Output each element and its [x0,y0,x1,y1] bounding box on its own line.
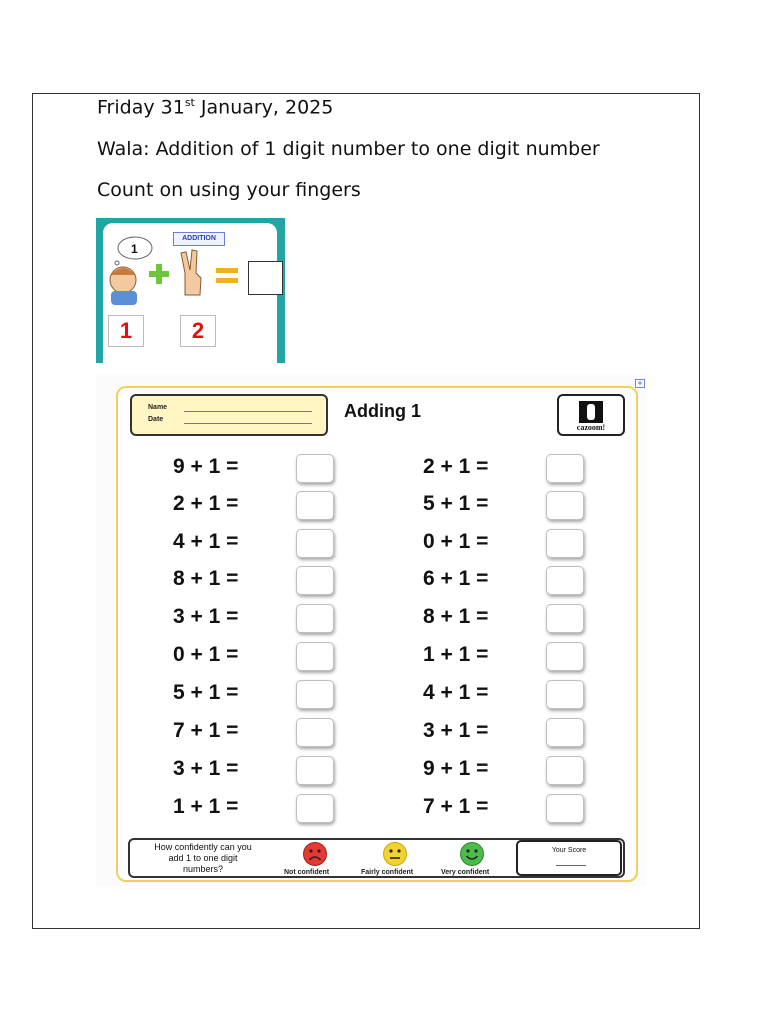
sum-expression: 6 + 1 = [423,567,489,590]
addition-tag: ADDITION [173,232,225,246]
fairly-confident-label: Fairly confident [361,869,414,876]
sum-expression: 3 + 1 = [173,757,239,780]
name-date-box [130,394,328,436]
addition-picture [96,218,285,363]
answer-box[interactable] [296,454,334,483]
answer-box[interactable] [546,604,584,633]
sum-expression: 1 + 1 = [423,643,489,666]
answer-box[interactable] [546,529,584,558]
answer-box[interactable] [296,529,334,558]
answer-box[interactable] [296,566,334,595]
date-line [184,423,312,424]
sum-expression: 8 + 1 = [173,567,239,590]
number-card-right: 2 [180,315,216,347]
answer-box[interactable] [546,794,584,823]
instruction-text: Count on using your fingers [97,179,361,201]
name-line [184,411,312,412]
answer-box[interactable] [546,491,584,520]
sum-expression: 4 + 1 = [423,681,489,704]
answer-box[interactable] [546,756,584,785]
sum-expression: 3 + 1 = [423,719,489,742]
answer-box[interactable] [296,491,334,520]
worksheet-title: Adding 1 [344,401,421,421]
sum-expression: 3 + 1 = [173,605,239,628]
answer-box[interactable] [546,680,584,709]
sad-face-icon[interactable] [302,841,328,867]
date-heading: Friday 31st January, 2025 [97,96,334,119]
sum-expression: 8 + 1 = [423,605,489,628]
answer-box[interactable] [546,566,584,595]
sum-expression: 7 + 1 = [173,719,239,742]
happy-face-icon[interactable] [459,841,485,867]
sum-expression: 0 + 1 = [173,643,239,666]
your-score-box [516,840,622,876]
sum-expression: 7 + 1 = [423,795,489,818]
sum-expression: 2 + 1 = [423,455,489,478]
answer-box[interactable] [546,454,584,483]
sum-expression: 5 + 1 = [173,681,239,704]
answer-box[interactable] [296,680,334,709]
number-card-left: 1 [108,315,144,347]
sum-expression: 1 + 1 = [173,795,239,818]
logo-mark-icon [579,401,603,423]
answer-box[interactable] [296,794,334,823]
confidence-question: How confidently can you add 1 to one digit numbers? [154,842,252,874]
sum-expression: 9 + 1 = [173,455,239,478]
answer-box[interactable] [546,718,584,747]
date-label: Date [148,416,164,423]
very-confident-label: Very confident [441,869,490,876]
sum-expression: 0 + 1 = [423,530,489,553]
score-line [556,865,586,866]
answer-box[interactable] [546,642,584,671]
logo-text: cazoom! [576,423,606,432]
answer-box[interactable] [296,604,334,633]
cazoom-logo [557,394,625,436]
answer-box[interactable] [296,642,334,671]
sum-expression: 9 + 1 = [423,757,489,780]
name-label: Name [148,404,168,411]
answer-box [248,261,283,295]
sum-expression: 2 + 1 = [173,492,239,515]
thought-number: 1 [131,242,138,256]
image-expand-icon[interactable] [635,379,645,388]
sum-expression: 4 + 1 = [173,530,239,553]
score-label: Your Score [551,847,587,854]
neutral-face-icon[interactable] [382,841,408,867]
sum-expression: 5 + 1 = [423,492,489,515]
not-confident-label: Not confident [284,869,330,876]
answer-box[interactable] [296,756,334,785]
answer-box[interactable] [296,718,334,747]
learning-objective: Wala: Addition of 1 digit number to one digit number [97,138,600,160]
